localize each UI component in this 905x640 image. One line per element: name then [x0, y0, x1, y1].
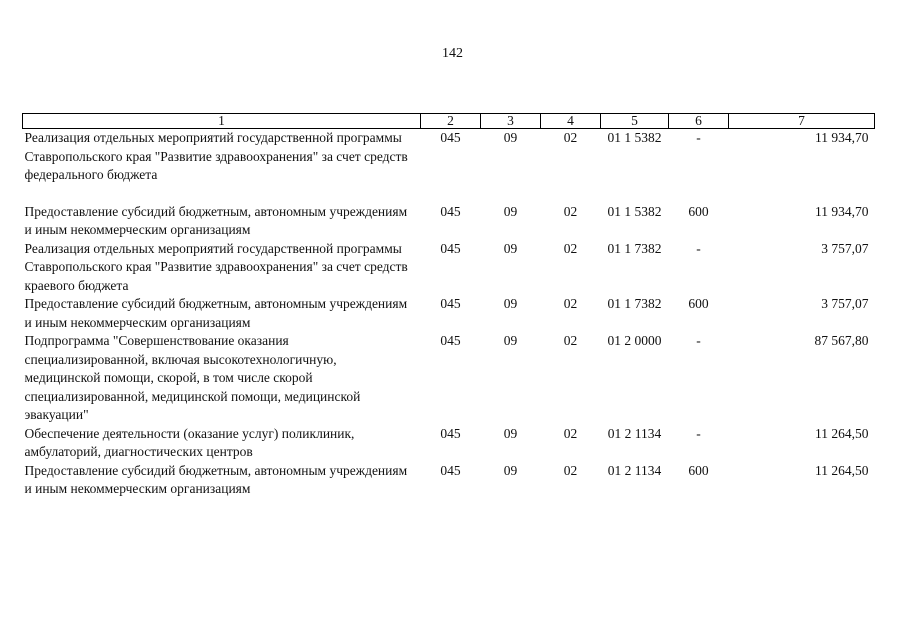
row-pr: 02	[563, 462, 578, 478]
table-row	[23, 332, 875, 425]
row-pr: 02	[563, 203, 578, 219]
row-ved: 045	[440, 203, 461, 219]
page-number: 142	[442, 46, 463, 61]
row-rz: 09	[503, 130, 518, 145]
column-header-1: 1	[23, 114, 421, 129]
row-pr: 02	[563, 296, 578, 311]
row-sum: 3 757,07	[821, 296, 869, 311]
row-pr: 02	[563, 130, 578, 145]
row-vr: -	[696, 333, 701, 348]
row-csr: 01 1 5382	[607, 130, 662, 145]
row-rz: 09	[503, 203, 518, 219]
row-rz: 09	[503, 240, 518, 256]
row-name: Подпрограмма "Совершенствование оказания специализированной, включая высокотехнологичную, медицинской помощи, скорой, в том числе скорой специализированной, медицинской помощи, медицинской эвакуации"	[24, 333, 361, 422]
row-pr: 02	[563, 240, 578, 256]
table-row	[23, 201, 875, 240]
table-row	[23, 240, 875, 296]
row-sum: 11 264,50	[815, 425, 869, 441]
row-csr: 01 2 1134	[607, 462, 662, 478]
row-vr: 600	[688, 462, 709, 478]
table-row	[23, 425, 875, 462]
row-vr: -	[696, 130, 701, 145]
row-ved: 045	[440, 130, 461, 145]
row-sum: 11 934,70	[815, 203, 869, 219]
row-ved: 045	[440, 333, 461, 348]
table-row	[23, 462, 875, 499]
row-name: Обеспечение деятельности (оказание услуг) поликлиник, амбулаторий, диагностических центров	[24, 425, 355, 459]
row-name: Предоставление субсидий бюджетным, автономным учреждениям и иным некоммерческим организациям	[24, 462, 408, 496]
table-row	[23, 129, 875, 201]
header-row	[23, 114, 875, 129]
row-name: Реализация отдельных мероприятий государственной программы Ставропольского края "Развитие здравоохранения" за счет средств краевого бюджета	[24, 240, 408, 293]
row-csr: 01 1 7382	[607, 240, 662, 256]
row-csr: 01 2 1134	[607, 425, 662, 441]
row-ved: 045	[440, 462, 461, 478]
table-row	[23, 295, 875, 332]
row-name: Предоставление субсидий бюджетным, автономным учреждениям и иным некоммерческим организациям	[24, 296, 408, 330]
row-csr: 01 1 7382	[607, 296, 662, 311]
row-csr: 01 1 5382	[607, 203, 662, 219]
row-rz: 09	[503, 425, 518, 441]
column-header-5: 5	[601, 114, 669, 129]
row-rz: 09	[503, 333, 518, 348]
row-ved: 045	[440, 425, 461, 441]
column-header-7: 7	[729, 114, 875, 129]
budget-table	[22, 113, 875, 499]
row-vr: 600	[688, 203, 709, 219]
column-header-4: 4	[541, 114, 601, 129]
row-pr: 02	[563, 425, 578, 441]
row-pr: 02	[563, 333, 578, 348]
column-header-2: 2	[421, 114, 481, 129]
row-sum: 11 264,50	[815, 462, 869, 478]
row-vr: -	[696, 240, 701, 256]
table-header	[23, 114, 875, 129]
row-vr: 600	[688, 296, 709, 311]
row-ved: 045	[440, 240, 461, 256]
row-vr: -	[696, 425, 701, 441]
row-csr: 01 2 0000	[607, 333, 662, 348]
column-header-6: 6	[669, 114, 729, 129]
row-sum: 11 934,70	[815, 130, 869, 145]
row-name: Предоставление субсидий бюджетным, автономным учреждениям и иным некоммерческим организациям	[24, 203, 408, 237]
row-name: Реализация отдельных мероприятий государственной программы Ставропольского края "Развитие здравоохранения" за счет средств федерального бюджета	[24, 130, 408, 182]
table-body	[23, 129, 875, 499]
row-ved: 045	[440, 296, 461, 311]
row-rz: 09	[503, 296, 518, 311]
row-rz: 09	[503, 462, 518, 478]
column-header-3: 3	[481, 114, 541, 129]
row-sum: 3 757,07	[821, 240, 869, 256]
row-sum: 87 567,80	[814, 333, 869, 348]
